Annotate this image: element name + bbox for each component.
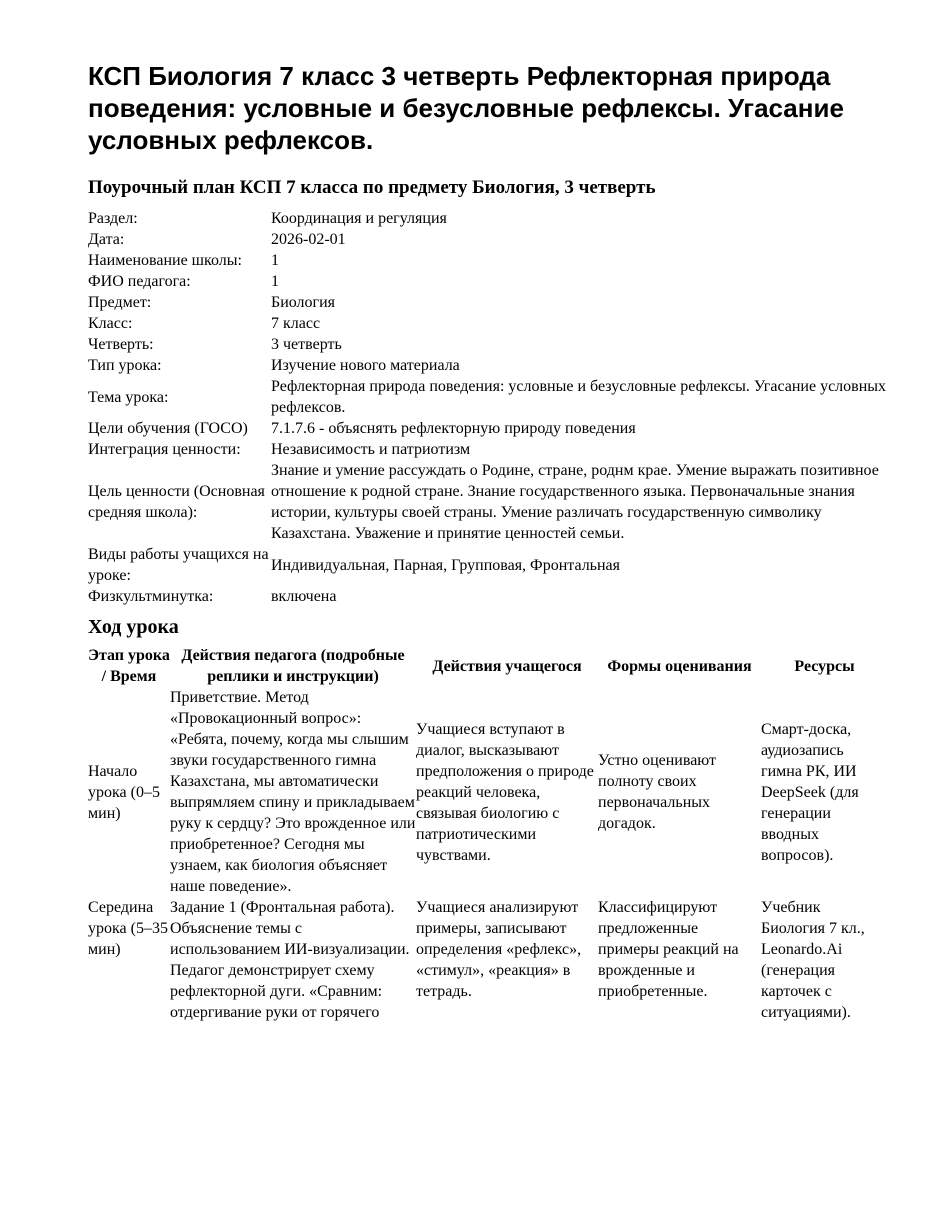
meta-label: Цели обучения (ГОСО) [88,420,248,437]
meta-label: Физкультминутка: [88,588,214,605]
meta-value: Рефлекторная природа поведения: условные и безусловные рефлексы. Угасание условных рефлексов. [271,378,887,416]
column-header-teacher-actions: Действия педагога (подробные реплики и инструкции) [181,647,405,685]
meta-row-physical-break [88,586,891,607]
meta-value: 1 [271,252,279,269]
meta-label: Виды работы учащихся на уроке: [88,546,269,584]
lesson-flow-table [88,645,888,1023]
meta-value: Индивидуальная, Парная, Групповая, Фронтальная [271,556,620,574]
meta-row-section [88,208,891,229]
assessment-cell: Классифицируют предложенные примеры реакций на врожденные и приобретенные. [598,899,739,1000]
meta-value: 7 класс [271,315,321,332]
column-header-stage: Этап урока / Время [88,647,170,685]
teacher-actions-cell: Задание 1 (Фронтальная работа). Объяснение темы с использованием ИИ-визуализации. Педагог демонстрирует схему рефлекторной дуги. «Сравним: отдергивание руки от горячего [170,899,410,1021]
meta-row-grade [88,313,891,334]
meta-value: Изучение нового материала [271,357,460,374]
meta-row-value-goal [88,460,891,544]
meta-value: Независимость и патриотизм [271,441,471,458]
meta-row-teacher [88,271,891,292]
stage-cell: Начало урока (0–5 мин) [88,762,160,822]
student-actions-cell: Учащиеся анализируют примеры, записывают определения «рефлекс», «стимул», «реакция» в тетрадь. [416,899,582,1000]
meta-value: Знание и умение рассуждать о Родине, стране, роднм крае. Умение выражать позитивное отношение к родной стране. Знание государственного языка. Первоначальные знания истории, культуры своей страны. Умение различать государственную символику Казахстана. Уважение и принятие ценностей семьи. [271,462,879,542]
meta-row-objectives [88,418,891,439]
meta-label: Раздел: [88,210,138,227]
meta-label: Предмет: [88,294,152,311]
column-header-resources: Ресурсы [794,657,855,675]
meta-label: Тема урока: [88,388,169,406]
meta-label: ФИО педагога: [88,273,191,290]
meta-label: Цель ценности (Основная средняя школа): [88,483,265,521]
meta-value: Биология [271,294,336,311]
meta-row-date [88,229,891,250]
meta-label: Тип урока: [88,357,162,374]
meta-label: Класс: [88,315,133,332]
meta-value: 3 четверть [271,336,342,353]
meta-label: Интеграция ценности: [88,441,241,458]
lesson-table-header-row [88,645,888,687]
meta-row-subject [88,292,891,313]
meta-row-lesson-type [88,355,891,376]
assessment-cell: Устно оценивают полноту своих первоначальных догадок. [598,752,717,832]
plan-subtitle: Поурочный план КСП 7 класса по предмету Биология, 3 четверть [88,177,656,198]
meta-row-work-types [88,544,891,586]
column-header-assessment: Формы оценивания [607,657,752,675]
meta-row-quarter [88,334,891,355]
meta-label: Наименование школы: [88,252,242,269]
meta-value: включена [271,588,337,605]
lesson-flow-heading: Ход урока [88,616,179,638]
meta-value: 1 [271,273,279,290]
stage-cell: Середина урока (5–35 мин) [88,899,168,958]
resources-cell: Учебник Биология 7 кл., Leonardo.Ai (генерация карточек с ситуациями). [761,899,865,1021]
table-row [88,897,888,1023]
meta-value: 7.1.7.6 - объяснять рефлекторную природу поведения [271,420,636,437]
meta-value: 2026-02-01 [271,231,346,248]
student-actions-cell: Учащиеся вступают в диалог, высказывают предположения о природе реакций человека, связывая биологию с патриотическими чувствами. [416,720,594,864]
meta-row-topic [88,376,891,418]
teacher-actions-cell: Приветствие. Метод «Провокационный вопрос»: «Ребята, почему, когда мы слышим звуки государственного гимна Казахстана, мы автоматически выпрямляем спину и прикладываем руку к сердцу? Это врожденное или приобретенное? Сегодня мы узнаем, как биология объясняет наше поведение». [170,689,416,895]
column-header-student-actions: Действия учащегося [432,657,582,675]
meta-label: Четверть: [88,336,154,353]
lesson-meta-table [88,208,891,607]
document-title: КСП Биология 7 класс 3 четверть Рефлекторная природа поведения: условные и безусловные рефлексы. Угасание условных рефлексов. [88,61,844,155]
meta-row-value-integration [88,439,891,460]
meta-row-school [88,250,891,271]
table-row [88,687,888,897]
meta-value: Координация и регуляция [271,210,447,227]
meta-label: Дата: [88,231,125,248]
resources-cell: Смарт-доска, аудиозапись гимна РК, ИИ DeepSeek (для генерации вводных вопросов). [761,720,859,864]
